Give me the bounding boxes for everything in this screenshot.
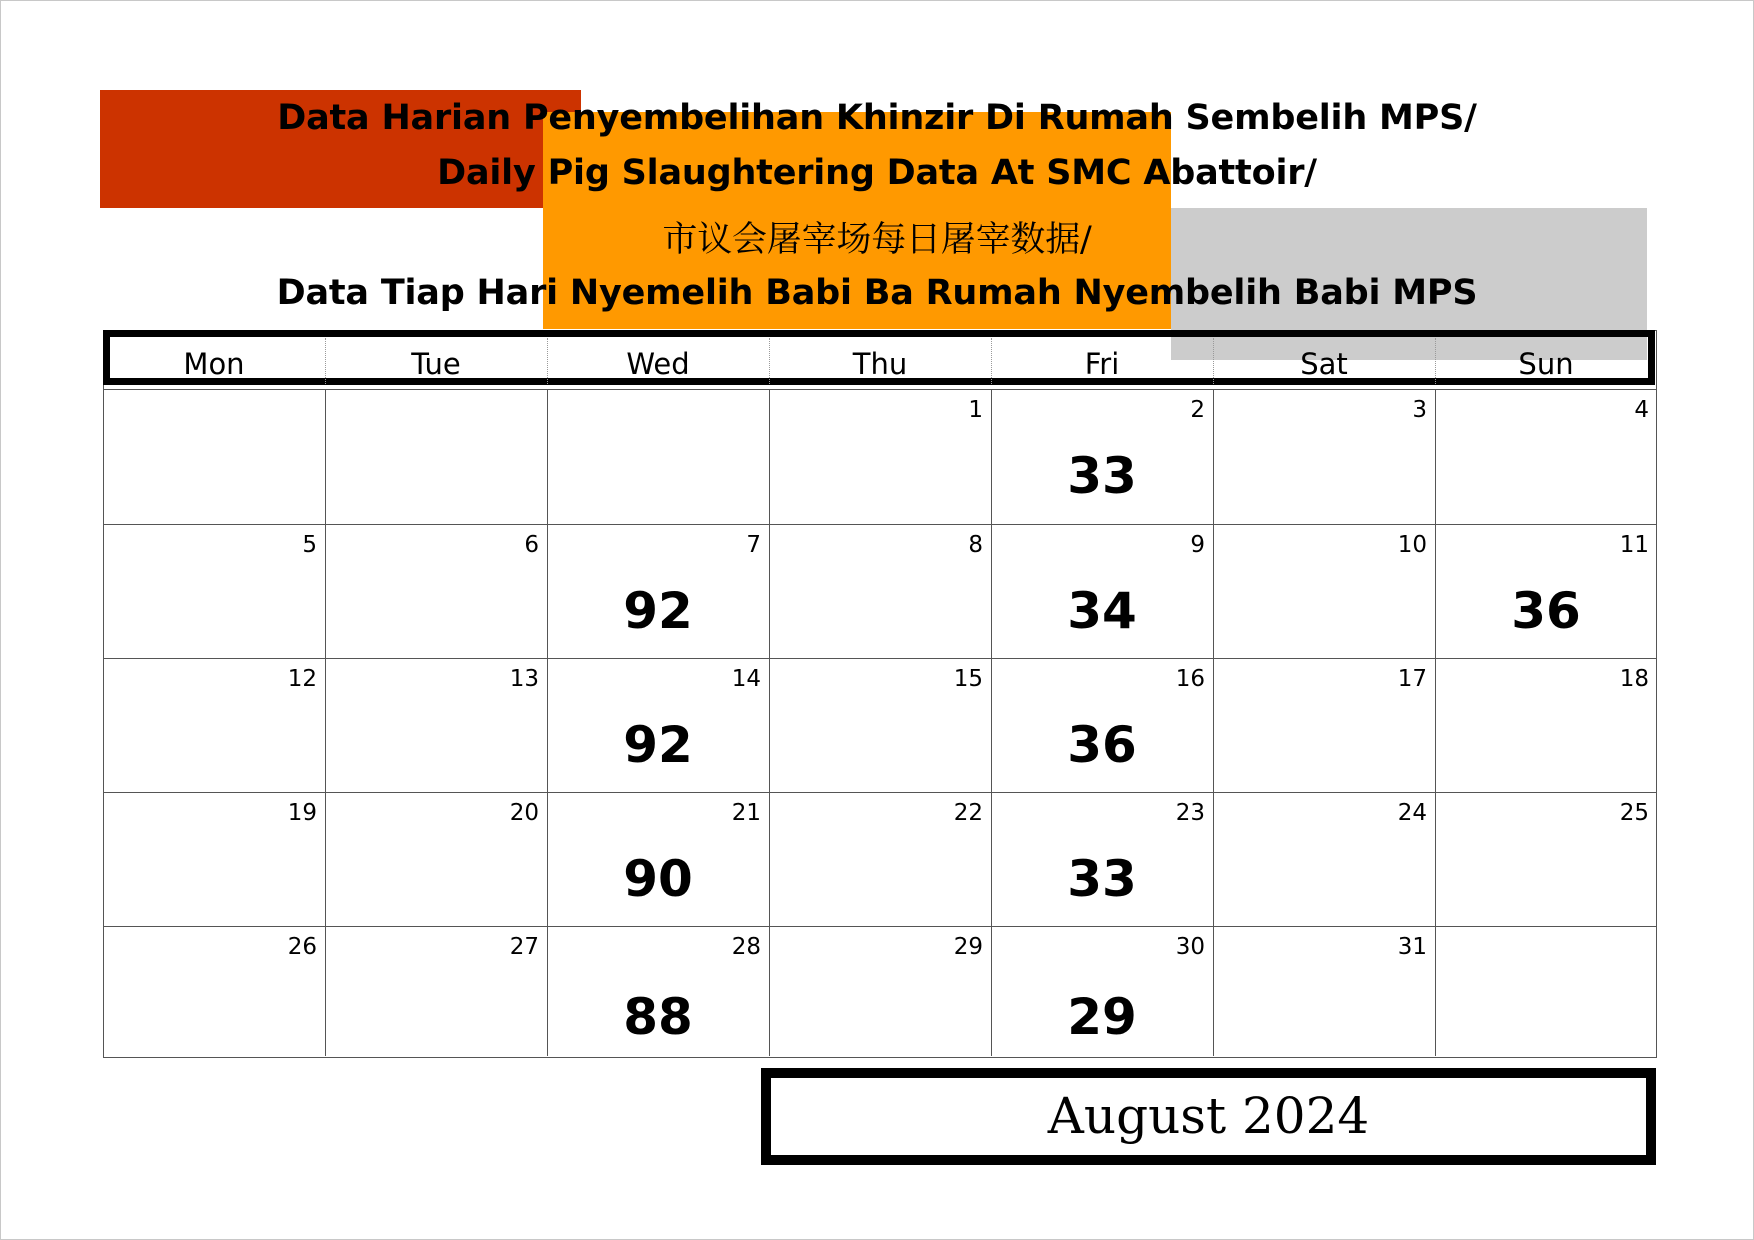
day-cell — [1435, 658, 1657, 792]
day-cell — [769, 389, 991, 524]
date-number: 26 — [287, 934, 317, 960]
weekday-separator — [1435, 338, 1436, 384]
slaughter-count: 92 — [623, 716, 693, 774]
date-number: 4 — [1634, 397, 1649, 423]
slaughter-count: 34 — [1067, 582, 1137, 640]
day-cell — [769, 524, 991, 658]
slaughter-count: 88 — [623, 988, 693, 1046]
day-cell — [547, 658, 769, 792]
date-number: 31 — [1397, 934, 1427, 960]
date-number: 8 — [968, 532, 983, 558]
day-cell — [769, 658, 991, 792]
day-cell — [325, 658, 547, 792]
day-cell — [103, 658, 325, 792]
day-cell — [547, 926, 769, 1056]
date-number: 1 — [968, 397, 983, 423]
day-cell — [1213, 792, 1435, 926]
date-number: 12 — [287, 666, 317, 692]
date-number: 27 — [509, 934, 539, 960]
day-cell — [325, 792, 547, 926]
date-number: 3 — [1412, 397, 1427, 423]
date-number: 29 — [953, 934, 983, 960]
weekday-wed: Wed — [626, 347, 690, 381]
date-number: 30 — [1175, 934, 1205, 960]
weekday-fri: Fri — [1084, 347, 1120, 381]
weekday-separator — [1213, 338, 1214, 384]
weekday-thu: Thu — [852, 347, 908, 381]
date-number: 2 — [1190, 397, 1205, 423]
title-iban: Data Tiap Hari Nyemelih Babi Ba Rumah Nyembelih Babi MPS — [276, 273, 1478, 313]
slaughter-count: 36 — [1511, 582, 1581, 640]
date-number: 14 — [731, 666, 761, 692]
date-number: 20 — [509, 800, 539, 826]
day-cell — [103, 792, 325, 926]
slaughter-count: 33 — [1067, 850, 1137, 908]
day-cell — [547, 524, 769, 658]
month-label: August 2024 — [1047, 1087, 1370, 1145]
title-english: Daily Pig Slaughtering Data At SMC Abattoir/ — [437, 153, 1317, 193]
day-cell — [103, 926, 325, 1056]
date-number: 18 — [1619, 666, 1649, 692]
slaughter-count: 36 — [1067, 716, 1137, 774]
date-number: 15 — [953, 666, 983, 692]
day-cell — [325, 524, 547, 658]
date-number: 19 — [287, 800, 317, 826]
day-cell — [769, 926, 991, 1056]
date-number: 28 — [731, 934, 761, 960]
day-cell — [991, 389, 1213, 524]
day-cell — [1213, 389, 1435, 524]
weekday-tue: Tue — [411, 347, 461, 381]
date-number: 25 — [1619, 800, 1649, 826]
day-cell — [1213, 524, 1435, 658]
slaughter-count: 92 — [623, 582, 693, 640]
title-chinese: 市议会屠宰场每日屠宰数据/ — [662, 220, 1092, 260]
date-number: 5 — [302, 532, 317, 558]
day-cell — [103, 389, 325, 524]
day-cell — [103, 524, 325, 658]
date-number: 6 — [524, 532, 539, 558]
month-box — [761, 1068, 1656, 1165]
date-number: 10 — [1397, 532, 1427, 558]
day-cell — [325, 926, 547, 1056]
weekday-separator — [325, 338, 326, 384]
day-cell — [547, 792, 769, 926]
weekday-separator — [769, 338, 770, 384]
day-cell — [1213, 926, 1435, 1056]
date-number: 11 — [1619, 532, 1649, 558]
day-cell — [769, 792, 991, 926]
date-number: 17 — [1397, 666, 1427, 692]
weekday-sat: Sat — [1300, 347, 1348, 381]
day-cell — [1435, 389, 1657, 524]
date-number: 16 — [1175, 666, 1205, 692]
weekday-separator — [547, 338, 548, 384]
slaughter-count: 29 — [1067, 988, 1137, 1046]
day-cell — [991, 524, 1213, 658]
day-cell — [325, 389, 547, 524]
day-cell — [547, 389, 769, 524]
day-cell — [1435, 792, 1657, 926]
date-number: 7 — [746, 532, 761, 558]
weekday-mon: Mon — [183, 347, 245, 381]
day-cell — [1435, 524, 1657, 658]
weekday-separator — [991, 338, 992, 384]
date-number: 13 — [509, 666, 539, 692]
date-number: 24 — [1397, 800, 1427, 826]
day-cell — [991, 658, 1213, 792]
date-number: 23 — [1175, 800, 1205, 826]
weekday-sun: Sun — [1518, 347, 1574, 381]
day-cell — [991, 926, 1213, 1056]
title-malay: Data Harian Penyembelihan Khinzir Di Rumah Sembelih MPS/ — [277, 98, 1477, 138]
slaughter-count: 90 — [623, 850, 693, 908]
day-cell — [1435, 926, 1657, 1056]
date-number: 9 — [1190, 532, 1205, 558]
day-cell — [1213, 658, 1435, 792]
date-number: 21 — [731, 800, 761, 826]
day-cell — [991, 792, 1213, 926]
date-number: 22 — [953, 800, 983, 826]
slaughter-count: 33 — [1067, 447, 1137, 505]
